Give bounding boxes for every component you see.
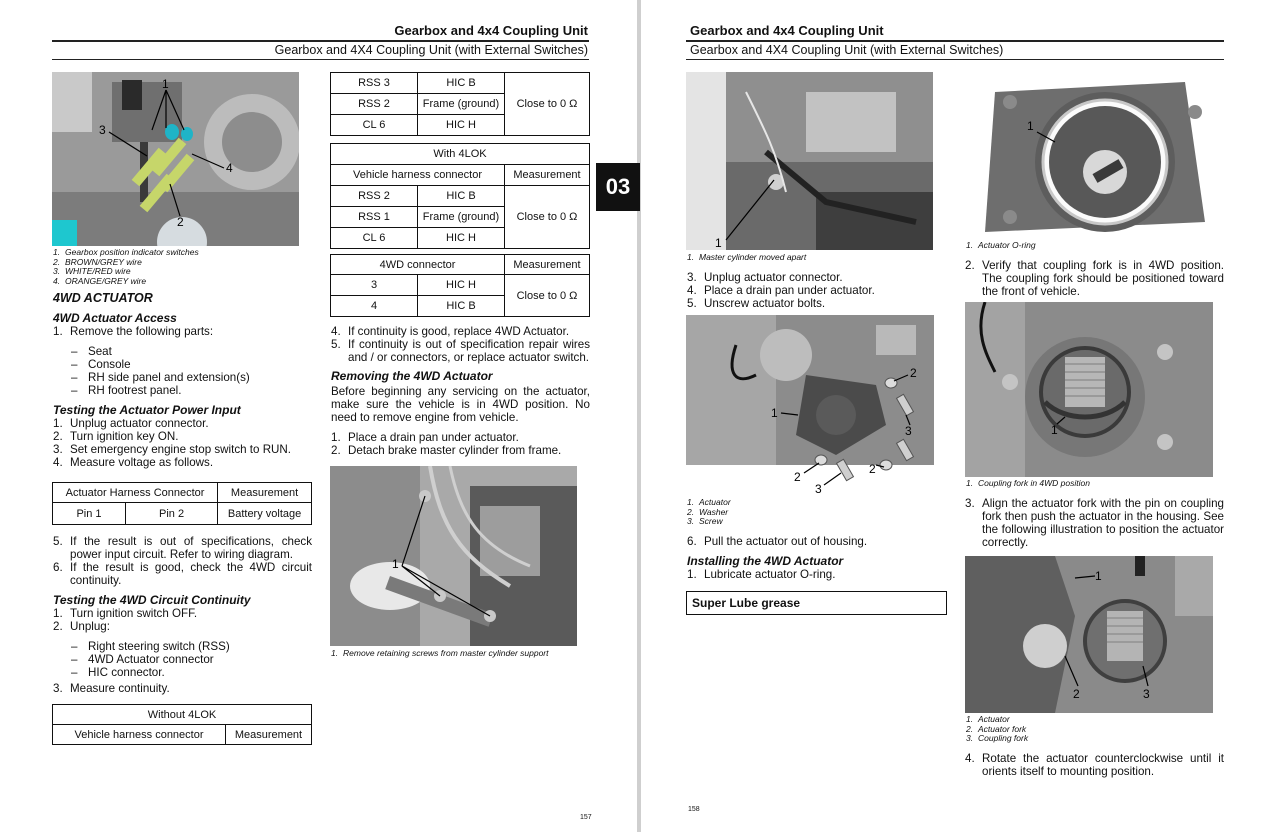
master-cylinder-screws-photo <box>330 466 577 646</box>
removing-title: Removing the 4WD Actuator <box>331 369 493 383</box>
table-header: Actuator Harness Connector <box>53 483 218 503</box>
access-parts <box>53 345 313 397</box>
table-cell: 3 <box>331 275 418 296</box>
left-header-title: Gearbox and 4x4 Coupling Unit <box>394 23 588 38</box>
photo4-caption <box>687 498 947 527</box>
caption-row: 2. BROWN/GREY wire <box>53 256 142 267</box>
coupling-fork-photo <box>965 302 1213 477</box>
table-cell: Frame (ground) <box>418 207 505 228</box>
list-item: – Right steering switch (RSS) <box>71 640 230 653</box>
list-item: – Seat <box>71 345 112 358</box>
4wd-connector-table <box>330 254 590 317</box>
caption-row: 4. ORANGE/GREY wire <box>53 275 147 286</box>
list-item: 2. Verify that coupling fork is in 4WD position. The coupling fork should be positioned toward the front of vehicle. <box>965 259 1224 298</box>
page-number-right: 158 <box>688 806 700 813</box>
photo4-label-2c: 2 <box>869 462 876 476</box>
list-item: – RH footrest panel. <box>71 384 182 397</box>
caption-row: 2. Actuator fork <box>966 723 1027 734</box>
list-item: 4. Measure voltage as follows. <box>53 456 214 469</box>
install-steps-d <box>965 497 1224 549</box>
continuity-result-steps <box>331 325 590 364</box>
caption-row: 1. Actuator O-ring <box>966 240 1036 250</box>
list-item: 1. Remove the following parts: <box>53 325 214 338</box>
right-column-a-text <box>687 271 937 310</box>
table-title: With 4LOK <box>331 144 590 165</box>
photo2-label-1: 1 <box>392 557 399 571</box>
photo6-caption <box>966 479 1226 489</box>
list-item: – Console <box>71 358 131 371</box>
list-item: 5. Unscrew actuator bolts. <box>687 297 826 310</box>
continuity-steps <box>53 607 312 633</box>
removing-paragraph: Before beginning any servicing on the actuator, make sure the vehicle is in 4WD position. No need to remove engine from vehicle. <box>331 385 590 424</box>
list-item: 2. Detach brake master cylinder from frame. <box>331 444 562 457</box>
right-column-d-text <box>965 497 1224 549</box>
list-item: – HIC connector. <box>71 666 165 679</box>
list-item: 3. Unplug actuator connector. <box>687 271 843 284</box>
table-cell-measure: Close to 0 Ω <box>505 186 590 249</box>
table-header: Measurement <box>505 165 590 186</box>
caption-row: 1. Remove retaining screws from master cylinder support <box>331 648 549 658</box>
photo4-label-3a: 3 <box>905 424 912 438</box>
list-item: 1. Unplug actuator connector. <box>53 417 209 430</box>
install-steps-e <box>965 752 1224 778</box>
table-cell: RSS 3 <box>331 73 418 94</box>
list-item: 3. Measure continuity. <box>53 682 170 695</box>
photo2-caption <box>331 649 591 659</box>
installing-steps <box>687 568 947 581</box>
right-column-b-text <box>687 535 947 581</box>
table-cell: Pin 1 <box>53 503 126 525</box>
continuity-steps-2 <box>53 682 312 695</box>
caption-row: 2. Washer <box>687 506 729 517</box>
continuity-title: Testing the 4WD Circuit Continuity <box>53 593 251 607</box>
table-cell: RSS 2 <box>331 94 418 115</box>
table-cell: HIC B <box>418 296 505 317</box>
list-item: 6. If the result is good, check the 4WD circuit continuity. <box>53 561 312 587</box>
caption-row: 1. Gearbox position indicator switches <box>53 247 199 257</box>
table-header: Measurement <box>505 255 590 275</box>
photo4-label-2b: 2 <box>794 470 801 484</box>
list-item: 4. Rotate the actuator counterclockwise until it orients itself to mounting position. <box>965 752 1224 778</box>
photo1-label-3: 3 <box>99 123 106 137</box>
table-cell: RSS 2 <box>331 186 418 207</box>
tool-box-super-lube: Super Lube grease <box>686 591 947 615</box>
caption-row: 3. Screw <box>687 516 723 527</box>
master-cylinder-apart-photo <box>686 72 933 250</box>
list-item: 3. Align the actuator fork with the pin on coupling fork then push the actuator in the housing. See the following illustration to position the actuator correctly. <box>965 497 1224 549</box>
caption-row: 3. WHITE/RED wire <box>53 266 131 277</box>
table-cell: HIC B <box>418 73 505 94</box>
table-header: Measurement <box>218 483 312 503</box>
table-header: Vehicle harness connector <box>331 165 505 186</box>
with-4lok-table <box>330 143 590 249</box>
right-header-rule-2 <box>686 59 1224 60</box>
photo1-label-2: 2 <box>177 215 184 229</box>
table-cell: Battery voltage <box>218 503 312 525</box>
photo4-label-1: 1 <box>771 406 778 420</box>
list-item: 6. Pull the actuator out of housing. <box>687 535 868 548</box>
without-4lok-table <box>52 704 312 745</box>
photo4-label-3b: 3 <box>815 482 822 495</box>
photo1-label-1: 1 <box>162 77 169 91</box>
list-item: 3. Set emergency engine stop switch to RUN. <box>53 443 292 456</box>
left-page <box>0 0 637 832</box>
list-item: 4. If continuity is good, replace 4WD Actuator. <box>331 325 570 338</box>
install-steps-c <box>965 259 1224 298</box>
removing-steps <box>331 431 590 457</box>
photo5-label-1: 1 <box>1027 119 1034 133</box>
left-header-rule-2 <box>52 59 589 60</box>
actuator-alignment-photo <box>965 556 1213 713</box>
photo7-label-3: 3 <box>1143 687 1150 701</box>
table-header: 4WD connector <box>331 255 505 275</box>
list-item: – 4WD Actuator connector <box>71 653 214 666</box>
right-column-e-text <box>965 752 1224 778</box>
photo4-label-2a: 2 <box>910 366 917 380</box>
photo3-label-1: 1 <box>715 236 722 250</box>
power-input-table <box>52 482 312 525</box>
power-steps-2 <box>53 535 312 587</box>
table-cell: RSS 1 <box>331 207 418 228</box>
photo7-label-2: 2 <box>1073 687 1080 701</box>
left-column-text-2 <box>53 535 312 695</box>
photo5-caption <box>966 241 1226 251</box>
photo1-caption <box>53 248 303 286</box>
right-header-rule <box>686 40 1224 42</box>
caption-row: 1. Coupling fork in 4WD position <box>966 478 1090 488</box>
page-number-left: 157 <box>580 814 592 821</box>
installing-title: Installing the 4WD Actuator <box>687 554 844 568</box>
table-cell: HIC H <box>418 115 505 136</box>
caption-row: 1. Master cylinder moved apart <box>687 252 807 262</box>
photo1-label-4: 4 <box>226 161 233 175</box>
actuator-bolts-photo <box>686 315 934 495</box>
caption-row: 3. Coupling fork <box>966 733 1029 744</box>
photo3-caption <box>687 253 947 263</box>
list-item: 1. Turn ignition switch OFF. <box>53 607 198 620</box>
continuity-parts <box>53 640 312 679</box>
right-header-subtitle: Gearbox and 4X4 Coupling Unit (with External Switches) <box>690 43 1004 57</box>
chapter-tab: 03 <box>596 163 640 211</box>
access-steps <box>53 325 313 338</box>
table-cell: HIC H <box>418 228 505 249</box>
gearbox-switches-photo <box>52 72 299 246</box>
table-header: Vehicle harness connector <box>53 725 226 745</box>
table-title: Without 4LOK <box>53 705 312 725</box>
list-item: 5. If the result is out of specifications, check power input circuit. Refer to wiring diagram. <box>53 535 312 561</box>
list-item: 1. Place a drain pan under actuator. <box>331 431 519 444</box>
table-cell: HIC B <box>418 186 505 207</box>
table-cell: 4 <box>331 296 418 317</box>
right-header-title: Gearbox and 4x4 Coupling Unit <box>690 23 884 38</box>
list-item: 5. If continuity is out of specification repair wires and / or connectors, or replace actuator switch. <box>331 338 590 364</box>
access-title: 4WD Actuator Access <box>53 311 177 325</box>
power-title: Testing the Actuator Power Input <box>53 403 241 417</box>
list-item: 1. Lubricate actuator O-ring. <box>687 568 836 581</box>
right-page <box>641 0 1280 832</box>
removal-steps-a <box>687 271 937 310</box>
table-cell: Pin 2 <box>126 503 218 525</box>
section-title-4wd-actuator: 4WD ACTUATOR <box>53 291 153 305</box>
left-header-rule <box>52 40 589 42</box>
photo7-label-1: 1 <box>1095 569 1102 583</box>
table-cell-measure: Close to 0 Ω <box>505 73 590 136</box>
table-header: Measurement <box>226 725 312 745</box>
list-item: 2. Turn ignition key ON. <box>53 430 179 443</box>
caption-row: 1. Actuator <box>687 497 731 507</box>
power-steps <box>53 417 313 469</box>
list-item: – RH side panel and extension(s) <box>71 371 250 384</box>
table-cell: Frame (ground) <box>418 94 505 115</box>
photo6-label-1: 1 <box>1051 423 1058 437</box>
table-cell: CL 6 <box>331 115 418 136</box>
photo7-caption <box>966 715 1226 744</box>
continuity-table-top <box>330 72 590 136</box>
table-cell-measure: Close to 0 Ω <box>505 275 590 317</box>
list-item: 2. Unplug: <box>53 620 110 633</box>
left-header-subtitle: Gearbox and 4X4 Coupling Unit (with External Switches) <box>274 43 588 57</box>
left-column-text <box>53 292 313 469</box>
left-right-column-text <box>331 325 590 457</box>
caption-row: 1. Actuator <box>966 714 1010 724</box>
table-cell: CL 6 <box>331 228 418 249</box>
right-column-c-text <box>965 259 1224 298</box>
removal-steps-b <box>687 535 947 548</box>
table-cell: HIC H <box>418 275 505 296</box>
list-item: 4. Place a drain pan under actuator. <box>687 284 875 297</box>
actuator-oring-photo <box>965 72 1213 239</box>
